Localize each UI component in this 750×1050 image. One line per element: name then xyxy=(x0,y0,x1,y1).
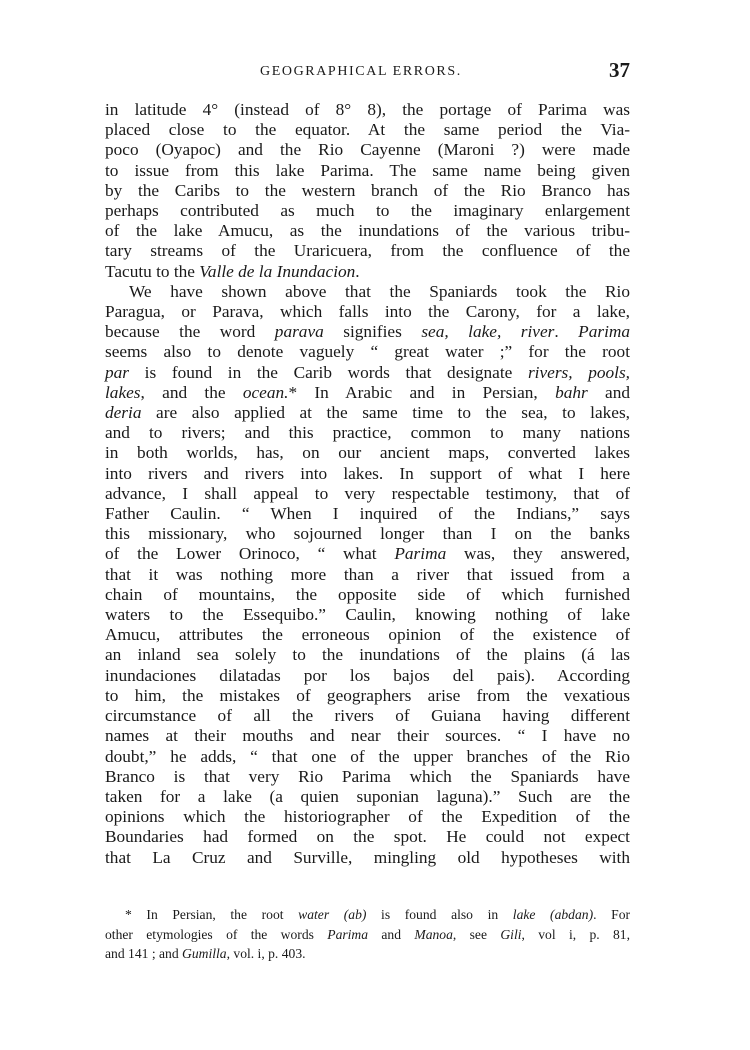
footnote-line: other etymologies of the words Parima and Manoa, see Gili, vol i, p. 81, xyxy=(105,926,631,942)
italic-term: parava xyxy=(274,322,324,342)
text-line: We have shown above that the Spaniards took the Rio xyxy=(129,281,630,301)
italic-term: Parima xyxy=(327,926,369,942)
italic-term: Manoa xyxy=(414,926,453,942)
italic-term: bahr xyxy=(555,382,588,402)
text-line: Boundaries had formed on the spot. He could not expect xyxy=(105,827,630,847)
text-line: Tacutu to the Valle de la Inundacion. xyxy=(105,261,360,281)
text-line: inundaciones dilatadas por los bajos del pais). According xyxy=(105,665,630,685)
text-line: poco (Oyapoc) and the Rio Cayenne (Maroni ?) were made xyxy=(105,140,630,160)
text-line: that La Cruz and Surville, mingling old hypotheses with xyxy=(105,847,630,867)
text-line: par is found in the Carib words that designate rivers, pools, xyxy=(105,362,630,382)
text-line: chain of mountains, the opposite side of which furnished xyxy=(105,584,630,604)
text-line: by the Caribs to the western branch of the Rio Branco has xyxy=(105,180,630,200)
text-line: to him, the mistakes of geographers arise from the vexatious xyxy=(105,685,630,705)
text-line: waters to the Essequibo.” Caulin, knowing nothing of lake xyxy=(105,605,630,625)
italic-term: lakes xyxy=(105,382,141,402)
italic-term: lake (abdan) xyxy=(512,907,594,922)
text-line: that it was nothing more than a river that issued from a xyxy=(105,564,630,584)
running-title: GEOGRAPHICAL ERRORS. xyxy=(260,64,462,79)
text-line: placed close to the equator. At the same period the Via- xyxy=(105,120,630,140)
text-line: because the word parava signifies sea, lake, river. Parima xyxy=(105,322,631,342)
italic-term: water (ab) xyxy=(298,907,367,922)
italic-term: sea, lake, river xyxy=(421,322,555,342)
text-line: and to rivers; and this practice, common to many nations xyxy=(105,423,630,443)
footnote-line: * In Persian, the root water (ab) is found also in lake (abdan). For xyxy=(125,907,631,922)
italic-term: deria xyxy=(105,403,142,423)
italic-term: Parima xyxy=(578,322,631,342)
paragraph-1 xyxy=(105,100,630,282)
text-line: perhaps contributed as much to the imaginary enlargement xyxy=(105,201,630,221)
text-line: this missionary, who sojourned longer than I on the banks xyxy=(105,524,630,544)
italic-term: Parima xyxy=(394,544,447,564)
text-line: of the Lower Orinoco, “ what Parima was, they answered, xyxy=(105,544,630,564)
text-line: Father Caulin. “ When I inquired of the Indians,” says xyxy=(105,504,630,524)
text-line: of the lake Amucu, as the inundations of the various tribu- xyxy=(105,221,630,241)
footnote-line: and 141 ; and Gumilla, vol. i, p. 403. xyxy=(105,946,306,961)
text-line: lakes, and the ocean.* In Arabic and in Persian, bahr and xyxy=(105,382,630,402)
italic-term: Valle de la Inundacion xyxy=(199,261,356,281)
text-line: circumstance of all the rivers of Guiana having different xyxy=(105,706,630,726)
text-line: seems also to denote vaguely “ great water ;” for the root xyxy=(105,342,630,362)
text-line: in latitude 4° (instead of 8° 8), the portage of Parima was xyxy=(105,100,630,119)
italic-term: Gumilla xyxy=(182,946,227,961)
page-number: 37 xyxy=(609,58,630,82)
text-line: advance, I shall appeal to very respectable testimony, that of xyxy=(105,483,630,503)
text-line: an inland sea solely to the inundations of the plains (á las xyxy=(105,645,630,665)
text-line: in both worlds, has, on our ancient maps, converted lakes xyxy=(105,443,630,463)
paragraph-2 xyxy=(105,282,630,868)
italic-term: Gili xyxy=(500,926,522,942)
italic-term: rivers, pools, xyxy=(527,362,630,382)
text-line: Branco is that very Rio Parima which the Spaniards have xyxy=(105,766,630,786)
running-header xyxy=(105,60,630,88)
text-line: Amucu, attributes the erroneous opinion of the existence of xyxy=(105,625,630,645)
text-line: into rivers and rivers into lakes. In support of what I here xyxy=(105,463,630,483)
italic-term: ocean. xyxy=(242,382,289,402)
text-line: names at their mouths and near their sources. “ I have no xyxy=(105,726,630,746)
text-line: to issue from this lake Parima. The same name being given xyxy=(105,160,630,180)
text-line: Paragua, or Parava, which falls into the Carony, for a lake, xyxy=(105,302,630,322)
footnote xyxy=(105,905,630,964)
text-line: deria are also applied at the same time to the sea, to lakes, xyxy=(105,403,630,423)
body-text xyxy=(105,100,630,868)
text-line: doubt,” he adds, “ that one of the upper branches of the Rio xyxy=(105,746,630,766)
text-line: taken for a lake (a quien suponian laguna).” Such are the xyxy=(105,786,630,806)
text-line: tary streams of the Uraricuera, from the confluence of the xyxy=(105,241,630,261)
italic-term: par xyxy=(105,362,130,382)
text-line: opinions which the historiographer of the Expedition of the xyxy=(105,807,630,827)
